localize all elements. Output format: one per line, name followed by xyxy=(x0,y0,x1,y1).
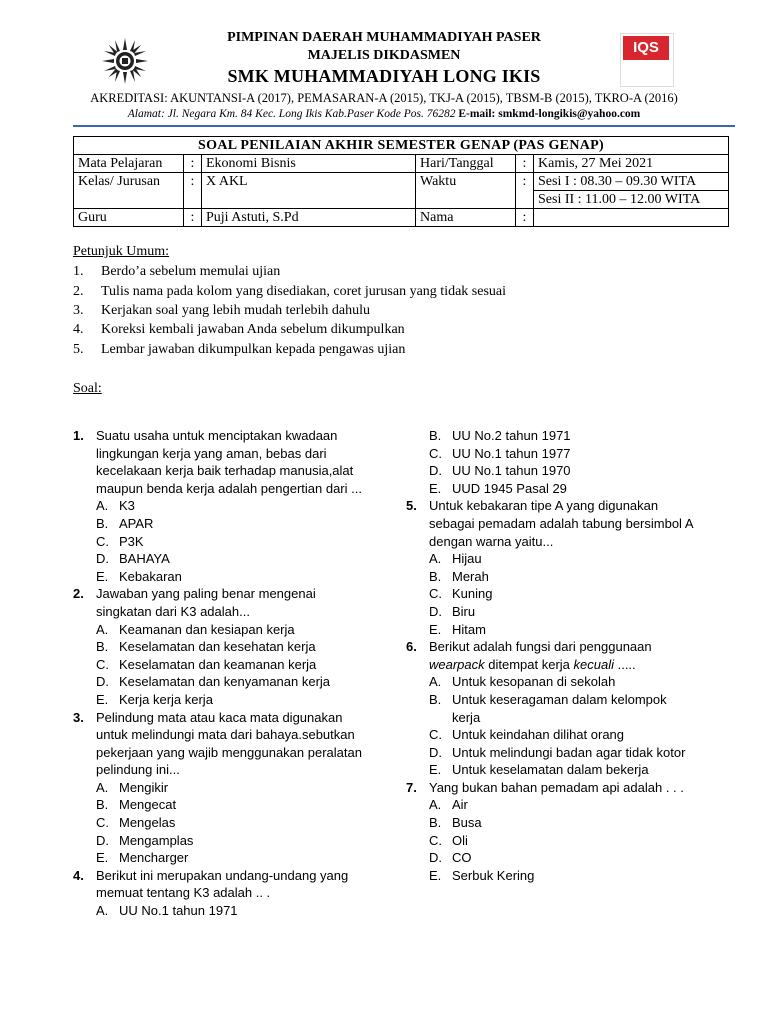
option: A. Keamanan dan kesiapan kerja xyxy=(96,621,295,637)
school-name: SMK MUHAMMADIYAH LONG IKIS xyxy=(227,66,541,86)
option: D. BAHAYA xyxy=(96,551,170,567)
option: B. Untuk keseragaman dalam kelompok kerja xyxy=(429,691,667,725)
option: E. Kebakaran xyxy=(96,568,182,584)
sesi2: Sesi II : 11.00 – 12.00 WITA xyxy=(534,191,729,209)
option: D. CO xyxy=(429,850,472,866)
colon: : xyxy=(184,155,202,173)
option: A. Air xyxy=(429,797,468,813)
exam-title: SOAL PENILAIAN AKHIR SEMESTER GENAP (PAS GENAP) xyxy=(74,137,729,155)
option: C. Untuk keindahan dilihat orang xyxy=(429,727,625,743)
option: E. Hitam xyxy=(429,621,486,637)
sesi1: Sesi I : 08.30 – 09.30 WITA xyxy=(534,173,729,191)
mapel-value: Ekonomi Bisnis xyxy=(202,155,416,173)
instruction-item: 3. Kerjakan soal yang lebih mudah terlebih dahulu xyxy=(73,303,371,318)
email-text: E-mail: smkmd-longikis@yahoo.com xyxy=(458,108,641,120)
question-4: 4. Berikut ini merupakan undang-undang yang memuat tentang K3 adalah .. . xyxy=(73,867,349,901)
option: E. Serbuk Kering xyxy=(429,867,535,883)
mapel-label: Mata Pelajaran xyxy=(74,155,184,173)
option: A. UU No.1 tahun 1971 xyxy=(96,903,238,919)
option: A. Untuk kesopanan di sekolah xyxy=(429,674,616,690)
option: D. UU No.1 tahun 1970 xyxy=(429,463,571,479)
option: B. UU No.2 tahun 1971 xyxy=(429,428,571,443)
questions-right-column xyxy=(406,427,696,884)
option: C. UU No.1 tahun 1977 xyxy=(429,445,571,461)
hari-label: Hari/Tanggal xyxy=(416,155,516,173)
option: B. Merah xyxy=(429,568,489,584)
question-6: 6. Berikut adalah fungsi dari penggunaan wearpack ditempat kerja kecuali ..... xyxy=(406,639,652,672)
option: C. Keselamatan dan keamanan kerja xyxy=(96,656,317,672)
option: D. Keselamatan dan kenyamanan kerja xyxy=(96,674,331,690)
alamat-text: Alamat: Jl. Negara Km. 84 Kec. Long Ikis Kab.Paser Kode Pos. 76282 xyxy=(127,108,456,120)
option: E. Kerja kerja kerja xyxy=(96,691,213,707)
colon: : xyxy=(184,173,202,209)
questions-left-column xyxy=(73,427,373,920)
option: E. UUD 1945 Pasal 29 xyxy=(429,480,567,496)
soal-title: Soal: xyxy=(73,381,102,396)
petunjuk-title: Petunjuk Umum: xyxy=(73,244,170,259)
option: C. Oli xyxy=(429,832,468,848)
option: C. P3K xyxy=(96,533,144,549)
option: B. Mengecat xyxy=(96,797,177,813)
instruction-item: 2. Tulis nama pada kolom yang disediakan, coret jurusan yang tidak sesuai xyxy=(73,284,507,299)
header-divider xyxy=(73,125,735,127)
colon: : xyxy=(184,209,202,227)
akreditasi: AKREDITASI: AKUNTANSI-A (2017), PEMASARAN-A (2015), TKJ-A (2015), TBSM-B (2015), TKRO-A (2016) xyxy=(90,91,678,105)
question-5: 5. Untuk kebakaran tipe A yang digunakan sebagai pemadam adalah tabung bersimbol A dengan warna yaitu... xyxy=(406,498,693,549)
guru-label: Guru xyxy=(74,209,184,227)
option: A. Mengikir xyxy=(96,779,169,795)
option: B. Keselamatan dan kesehatan kerja xyxy=(96,639,316,655)
option: C. Mengelas xyxy=(96,815,176,831)
option: E. Untuk keselamatan dalam bekerja xyxy=(429,762,649,778)
instruction-item: 5. Lembar jawaban dikumpulkan kepada pengawas ujian xyxy=(73,342,406,357)
guru-value: Puji Astuti, S.Pd xyxy=(202,209,416,227)
instruction-item: 4. Koreksi kembali jawaban Anda sebelum dikumpulkan xyxy=(73,322,405,337)
waktu-label: Waktu xyxy=(416,173,516,209)
option: B. Busa xyxy=(429,815,482,831)
alamat xyxy=(0,108,768,120)
colon: : xyxy=(516,173,534,209)
header-line2: MAJELIS DIKDASMEN xyxy=(307,48,461,63)
hari-value: Kamis, 27 Mei 2021 xyxy=(534,155,729,173)
question-1: 1. Suatu usaha untuk menciptakan kwadaan lingkungan kerja yang aman, bebas dari kecelakaan kerja baik terhadap manusia,alat maupun benda kerja adalah pengertian dari ... xyxy=(73,428,362,496)
nama-label: Nama xyxy=(416,209,516,227)
colon: : xyxy=(516,209,534,227)
option: B. APAR xyxy=(96,515,154,531)
nama-field[interactable] xyxy=(534,209,729,227)
option: D. Mengamplas xyxy=(96,832,194,848)
kelas-label: Kelas/ Jurusan xyxy=(74,173,184,209)
option: A. Hijau xyxy=(429,551,482,567)
iqs-logo-text: IQS xyxy=(623,36,669,60)
option: A. K3 xyxy=(96,498,135,514)
option: E. Mencharger xyxy=(96,850,189,866)
kelas-value: X AKL xyxy=(202,173,416,209)
option: D. Biru xyxy=(429,603,476,619)
instruction-item: 1. Berdo’a sebelum memulai ujian xyxy=(73,264,281,279)
option: C. Kuning xyxy=(429,586,493,602)
question-7: 7. Yang bukan bahan pemadam api adalah . . . xyxy=(406,779,684,795)
header-line1: PIMPINAN DAERAH MUHAMMADIYAH PASER xyxy=(227,30,541,45)
exam-info-table xyxy=(73,136,729,227)
colon: : xyxy=(516,155,534,173)
question-3: 3. Pelindung mata atau kaca mata digunakan untuk melindungi mata dari bahaya.sebutkan pekerjaan yang wajib menggunakan peralatan pelindung ini... xyxy=(73,709,362,778)
question-2: 2. Jawaban yang paling benar mengenai singkatan dari K3 adalah... xyxy=(73,586,316,619)
option: D. Untuk melindungi badan agar tidak kotor xyxy=(429,744,686,760)
